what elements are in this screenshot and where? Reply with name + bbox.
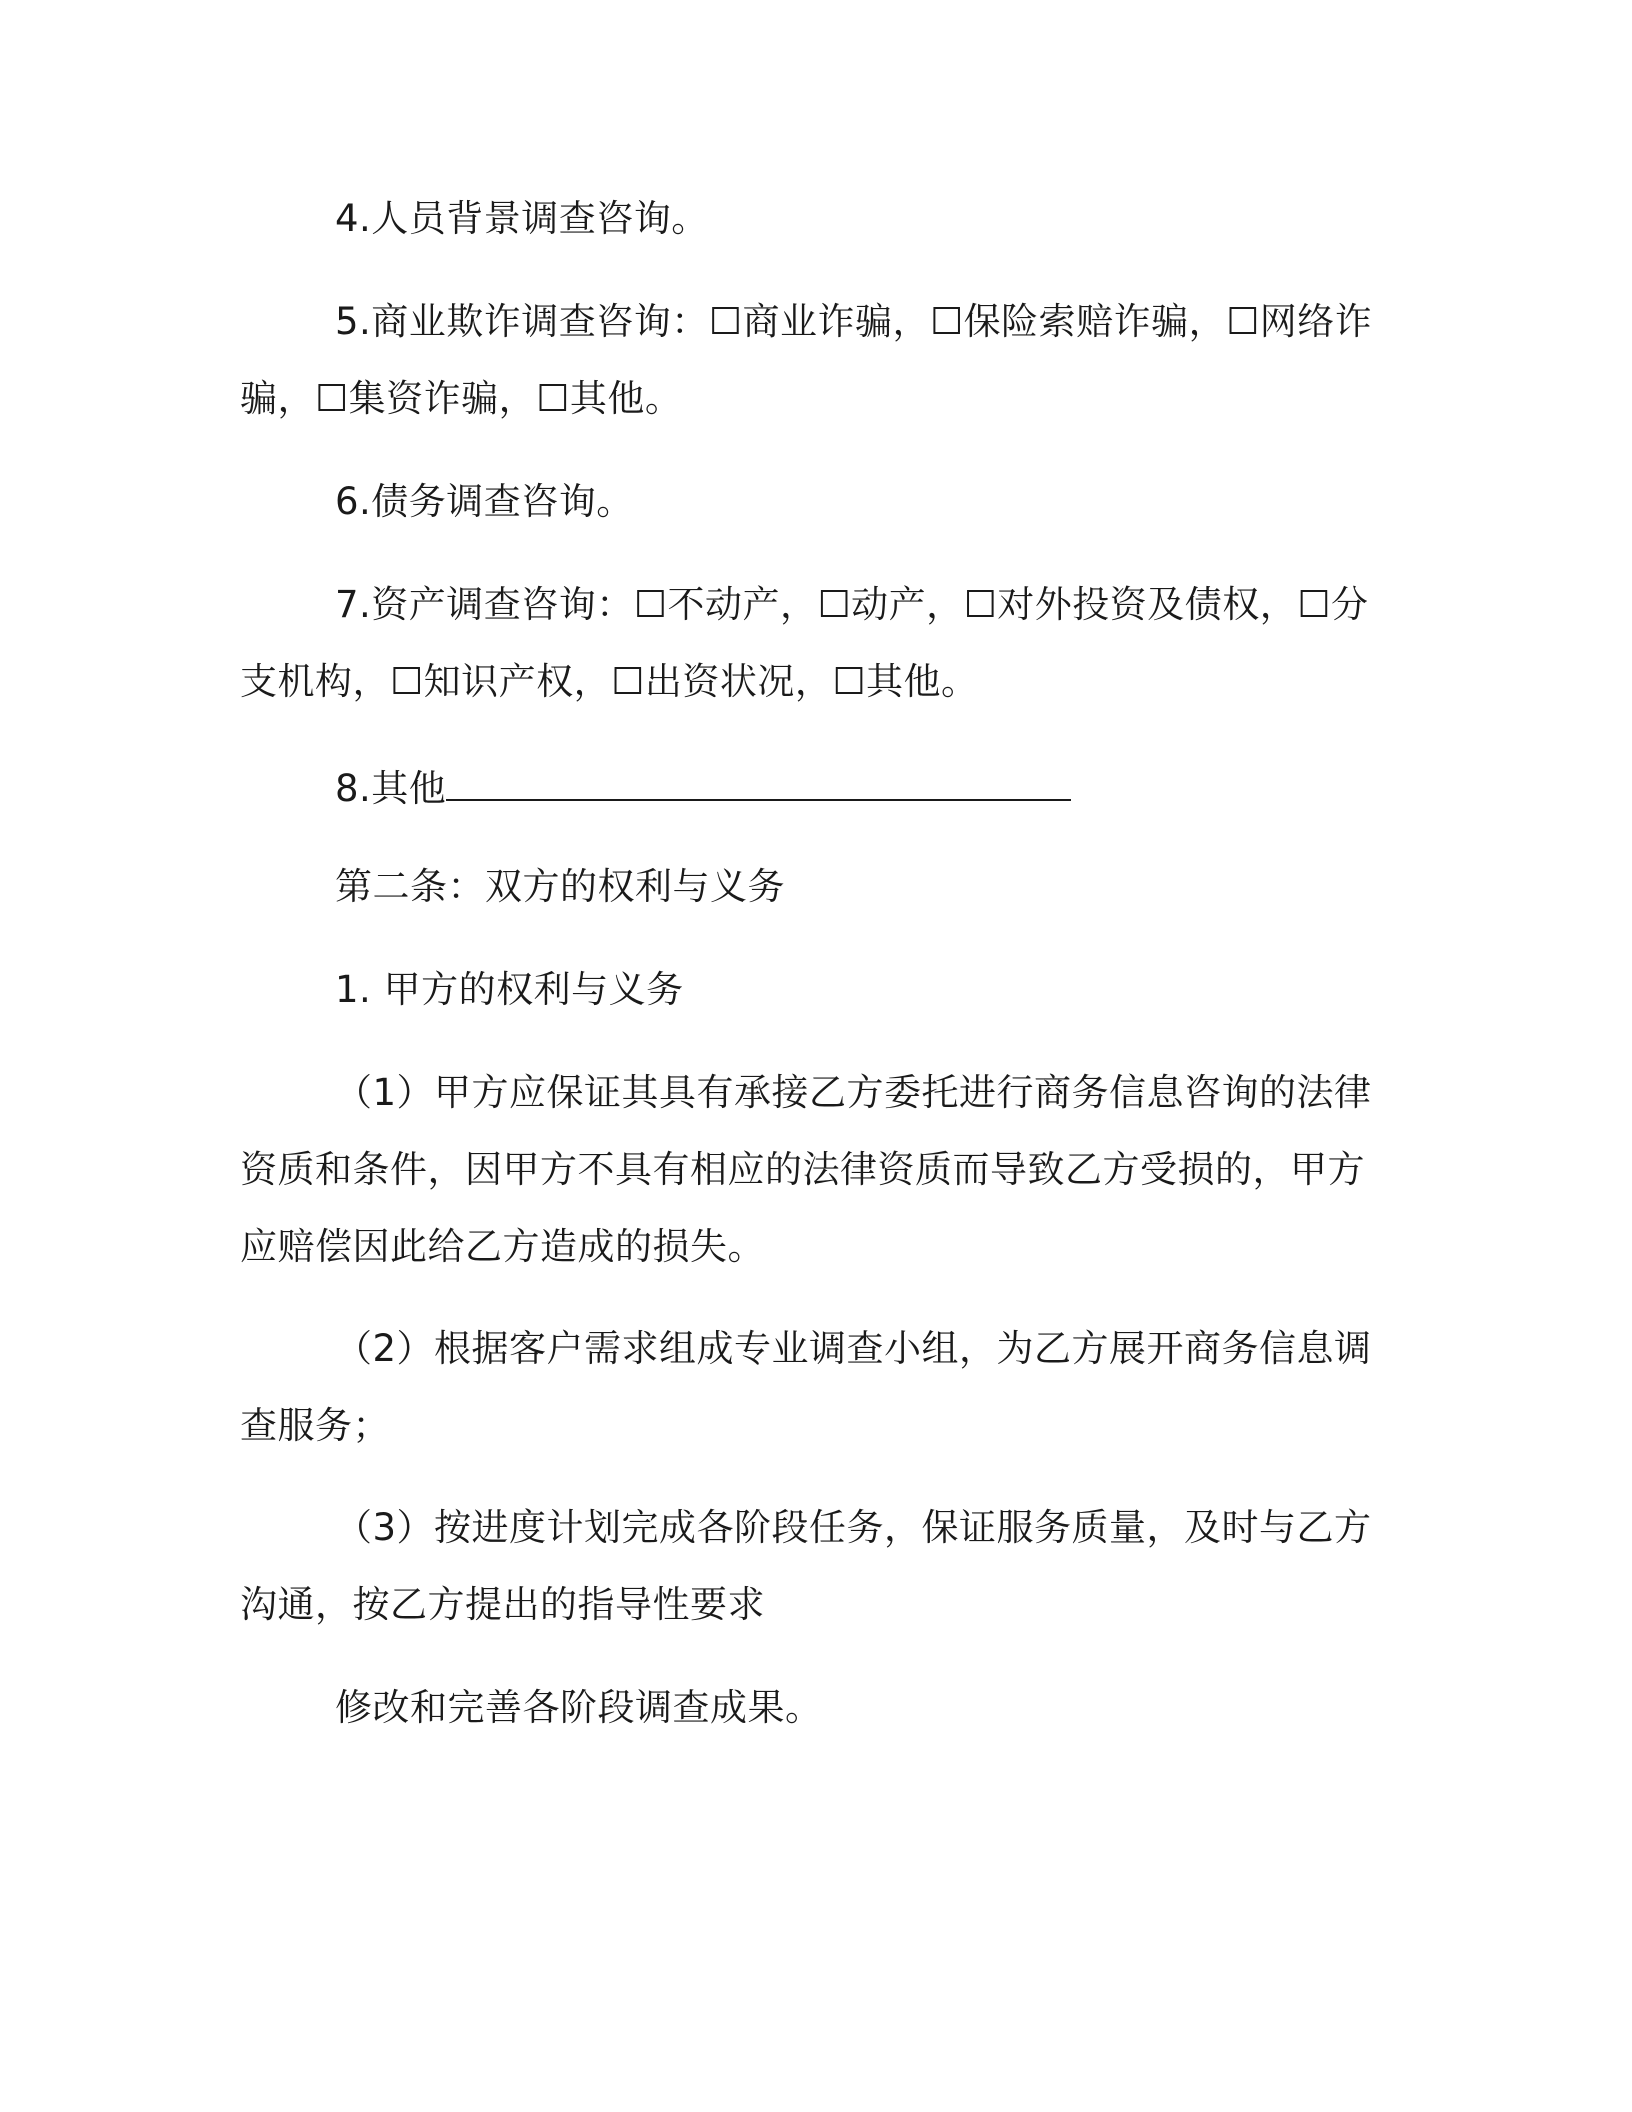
- item-5-commercial-fraud: 5.商业欺诈调查咨询：☐商业诈骗，☐保险索赔诈骗，☐网络诈骗，☐集资诈骗，☐其他。: [240, 300, 1373, 420]
- clause-3-schedule: （3）按进度计划完成各阶段任务，保证服务质量，及时与乙方沟通，按乙方提出的指导性要求: [240, 1506, 1372, 1626]
- clause-3-continuation: 修改和完善各阶段调查成果。: [335, 1686, 823, 1729]
- section-1-heading: 1. 甲方的权利与义务: [335, 968, 684, 1011]
- clause-1-party-a: （1）甲方应保证其具有承接乙方委托进行商务信息咨询的法律资质和条件，因甲方不具有相应的法律资质而导致乙方受损的，甲方应赔偿因此给乙方造成的损失。: [240, 1071, 1372, 1268]
- item-8-label: 8.其他: [335, 767, 447, 810]
- clause-2-investigation-team: （2）根据客户需求组成专业调查小组，为乙方展开商务信息调查服务；: [240, 1327, 1372, 1447]
- item-8-other: [240, 750, 1390, 827]
- article-2-heading: 第二条：双方的权利与义务: [335, 865, 785, 908]
- item-7-asset-investigation: 7.资产调查咨询：☐不动产，☐动产，☐对外投资及债权，☐分支机构，☐知识产权，☐出资状况，☐其他。: [240, 583, 1369, 703]
- fill-in-blank-line: [446, 767, 1071, 801]
- item-6-debt-investigation: 6.债务调查咨询。: [335, 480, 634, 523]
- item-4-personnel-background: 4.人员背景调查咨询。: [335, 197, 709, 240]
